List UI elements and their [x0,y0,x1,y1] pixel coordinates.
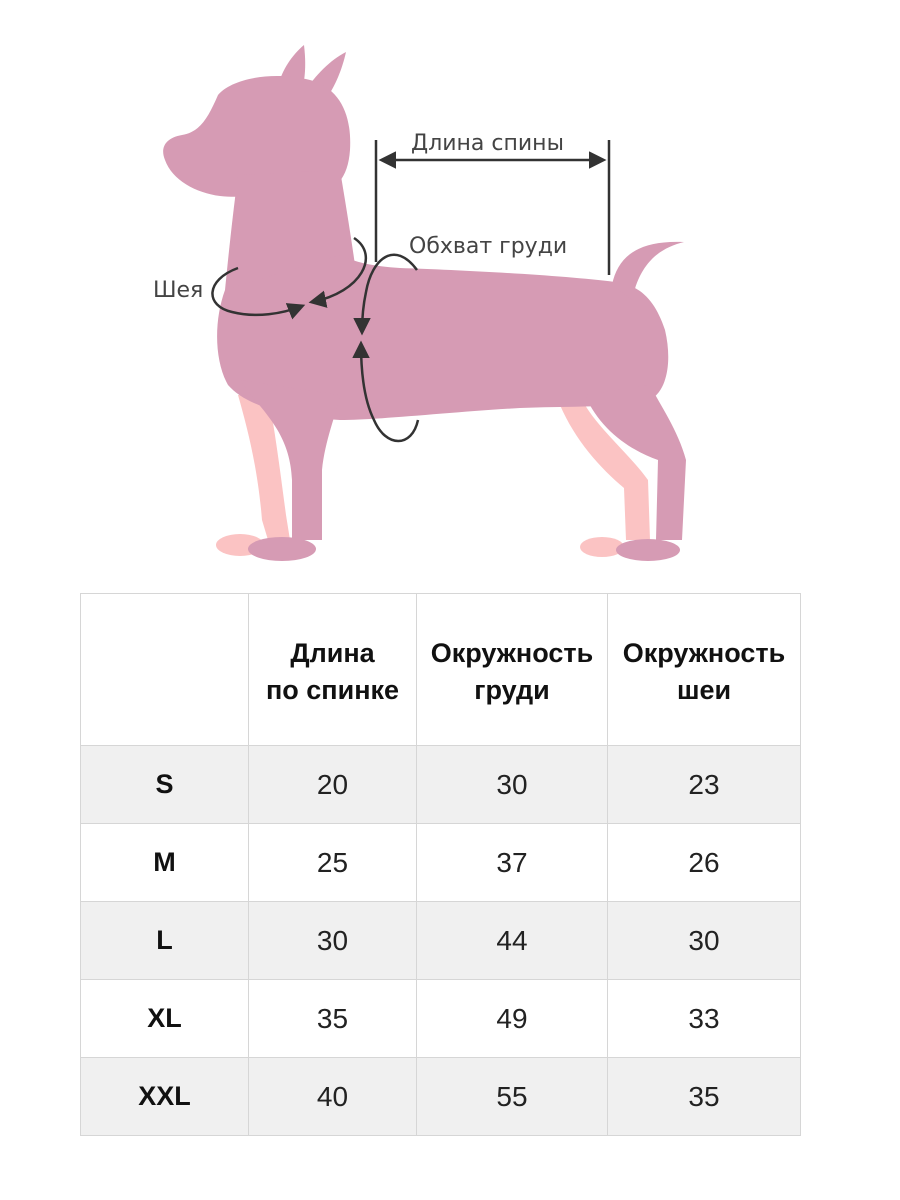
header-line: Длина [290,637,375,668]
size-chart-table [80,593,801,1136]
table-header-row [81,594,801,746]
dog-measurement-diagram [0,0,900,580]
size-cell: XL [81,980,249,1058]
table-row [81,902,801,980]
back-length-cell: 20 [249,746,417,824]
header-line: груди [474,674,550,705]
chest-girth-label: Обхват груди [409,234,568,259]
dog-body [163,45,686,561]
neck-girth-cell: 26 [608,824,801,902]
table-row [81,824,801,902]
size-cell: XXL [81,1058,249,1136]
header-line: Окружность [430,637,594,668]
back-length-cell: 40 [249,1058,417,1136]
back-length-label: Длина спины [411,131,564,156]
dog-silhouette-illustration [0,0,900,580]
table-row [81,1058,801,1136]
neck-girth-cell: 23 [608,746,801,824]
size-cell: S [81,746,249,824]
chest-girth-cell: 44 [417,902,608,980]
header-back-length [249,594,417,746]
header-line: Окружность [622,637,786,668]
header-neck-girth [608,594,801,746]
header-line: шеи [676,674,732,705]
table-row [81,980,801,1058]
back-length-cell: 30 [249,902,417,980]
chest-girth-cell: 30 [417,746,608,824]
size-cell: M [81,824,249,902]
header-chest-girth [417,594,608,746]
back-length-cell: 35 [249,980,417,1058]
header-size-empty [81,594,249,746]
chest-girth-cell: 37 [417,824,608,902]
neck-girth-cell: 33 [608,980,801,1058]
neck-label: Шея [153,278,204,303]
table-row [81,746,801,824]
chest-girth-cell: 49 [417,980,608,1058]
neck-girth-cell: 35 [608,1058,801,1136]
chest-girth-cell: 55 [417,1058,608,1136]
neck-girth-cell: 30 [608,902,801,980]
size-cell: L [81,902,249,980]
header-line: по спинке [265,674,400,705]
back-length-cell: 25 [249,824,417,902]
